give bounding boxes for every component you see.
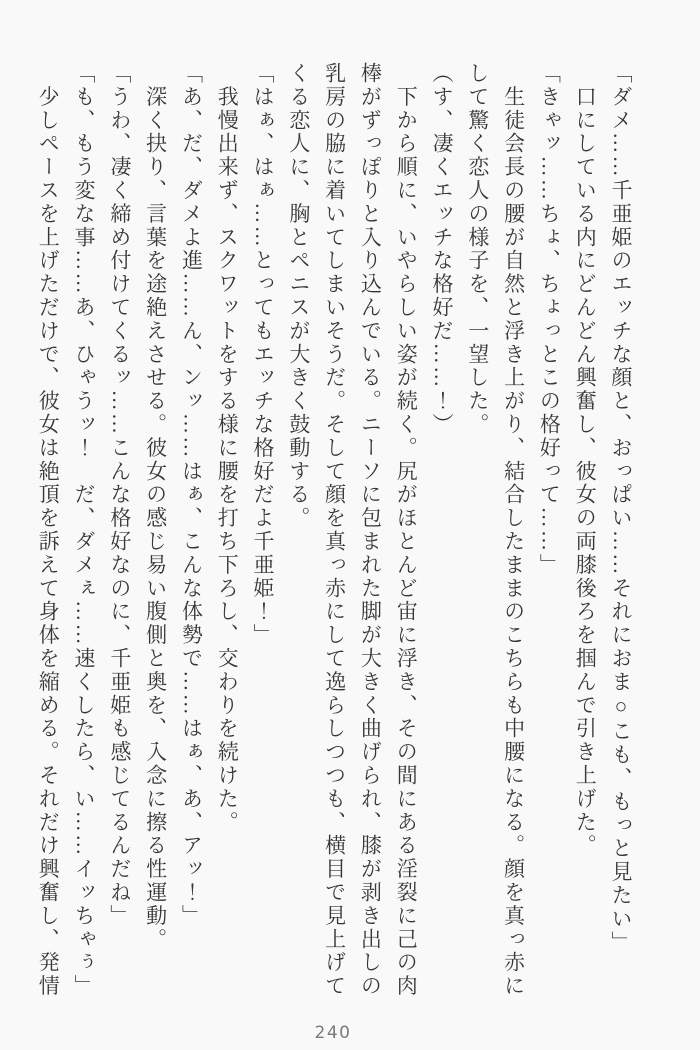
text-line: して驚く恋人の様子を、一望した。 (465, 62, 490, 437)
text-line: 「ダメ……千亜姫のエッチな顔と、おっぱい……それにおま○こも、もっと見たい」 (609, 62, 633, 955)
text-line: 棒がずっぽりと入り込んでいる。ニーソに包まれた脚が大きく曲げられ、膝が剥き出しの (358, 62, 383, 998)
text-line: 「はぁ、はぁ……とってもエッチな格好だよ千亜姫！」 (251, 62, 276, 647)
page-number: 240 (314, 1023, 352, 1043)
text-line: 口にしている内にどんどん興奮し、彼女の両膝後ろを掴んで引き上げた。 (573, 62, 598, 858)
text-line: 「うわ、凄く締め付けてくるッ……こんな格好なのに、千亜姫も感じてるんだね」 (107, 62, 132, 928)
text-line: （す、凄くエッチな格好だ……！） (430, 62, 455, 437)
text-line: 我慢出来ず、スクワットをする様に腰を打ち下ろし、交わりを続けた。 (215, 62, 240, 835)
text-line: 下から順に、いやらしい姿が続く。尻がほとんど宙に浮き、その間にある淫裂に己の肉 (394, 62, 419, 998)
text-line: 生徒会長の腰が自然と浮き上がり、結合したままのこちらも中腰になる。顔を真っ赤に (501, 62, 526, 998)
text-line: くる恋人に、胸とペニスが大きく鼓動する。 (286, 62, 311, 530)
text-line: 「きゃッ……ちょ、ちょっとこの格好って……」 (537, 62, 562, 577)
text-line: 「も、もう変な事……あ、ひゃうッ！ だ、ダメぇ……速くしたら、い……イッちゃぅ」 (72, 62, 97, 998)
text-line: 少しペースを上げただけで、彼女は絶頂を訴えて身体を縮める。それだけ興奮し、発情 (36, 62, 61, 998)
text-line: 乳房の脇に着いてしまいそうだ。そして顔を真っ赤にして逸らしつつも、横目で見上げて (322, 62, 347, 998)
text-line: 深く抉り、言葉を途絶えさせる。彼女の感じ易い腹側と奥を、入念に擦る性運動。 (143, 62, 168, 952)
text-line: 「あ、だ、ダメよ進……ん、ンッ……はぁ、こんな体勢で……はぁ、あ、アッ！」 (179, 62, 204, 928)
vertical-text-block (29, 62, 638, 1004)
